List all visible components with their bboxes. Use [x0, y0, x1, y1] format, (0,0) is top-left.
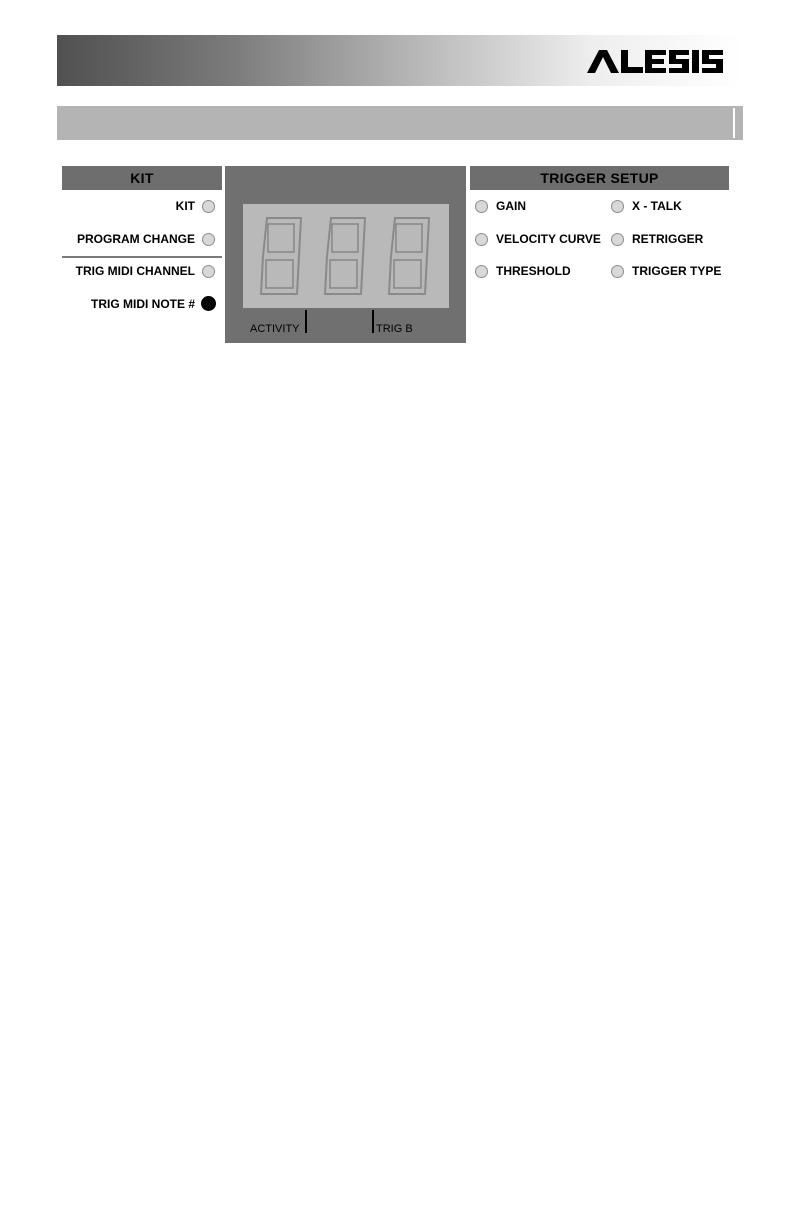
trig-b-indicator-tick	[372, 310, 374, 333]
activity-label: ACTIVITY	[250, 323, 300, 335]
trigger-type-led-indicator	[611, 265, 624, 278]
display-panel	[225, 166, 466, 343]
trig-midi-note-label: TRIG MIDI NOTE #	[90, 297, 195, 311]
digit-3	[385, 216, 433, 296]
program-change-label: PROGRAM CHANGE	[76, 232, 195, 246]
activity-indicator-tick	[305, 310, 307, 333]
velocity-curve-led-indicator	[475, 233, 488, 246]
section-bar	[57, 106, 743, 140]
program-change-led-indicator	[202, 233, 215, 246]
trig-midi-channel-led-indicator	[202, 265, 215, 278]
seven-segment-display	[243, 204, 449, 308]
section-bar-notch	[733, 108, 735, 138]
x-talk-label: X - TALK	[632, 199, 682, 213]
retrigger-label: RETRIGGER	[632, 232, 704, 246]
velocity-curve-label: VELOCITY CURVE	[496, 232, 601, 246]
kit-divider	[62, 256, 222, 258]
trig-b-label: TRIG B	[376, 323, 413, 335]
trigger-setup-title: TRIGGER SETUP	[470, 166, 729, 190]
threshold-led-indicator	[475, 265, 488, 278]
gain-led-indicator	[475, 200, 488, 213]
kit-item-label: KIT	[175, 199, 195, 213]
trig-midi-note-led-indicator-on	[201, 296, 216, 311]
gain-label: GAIN	[496, 199, 526, 213]
retrigger-led-indicator	[611, 233, 624, 246]
header-bar	[57, 35, 743, 86]
trigger-type-label: TRIGGER TYPE	[632, 264, 722, 278]
threshold-label: THRESHOLD	[496, 264, 571, 278]
alesis-logo	[585, 47, 725, 75]
trig-midi-channel-label: TRIG MIDI CHANNEL	[75, 264, 195, 278]
kit-panel-title: KIT	[62, 166, 222, 190]
digit-2	[321, 216, 369, 296]
digit-1	[257, 216, 305, 296]
x-talk-led-indicator	[611, 200, 624, 213]
kit-led-indicator	[202, 200, 215, 213]
